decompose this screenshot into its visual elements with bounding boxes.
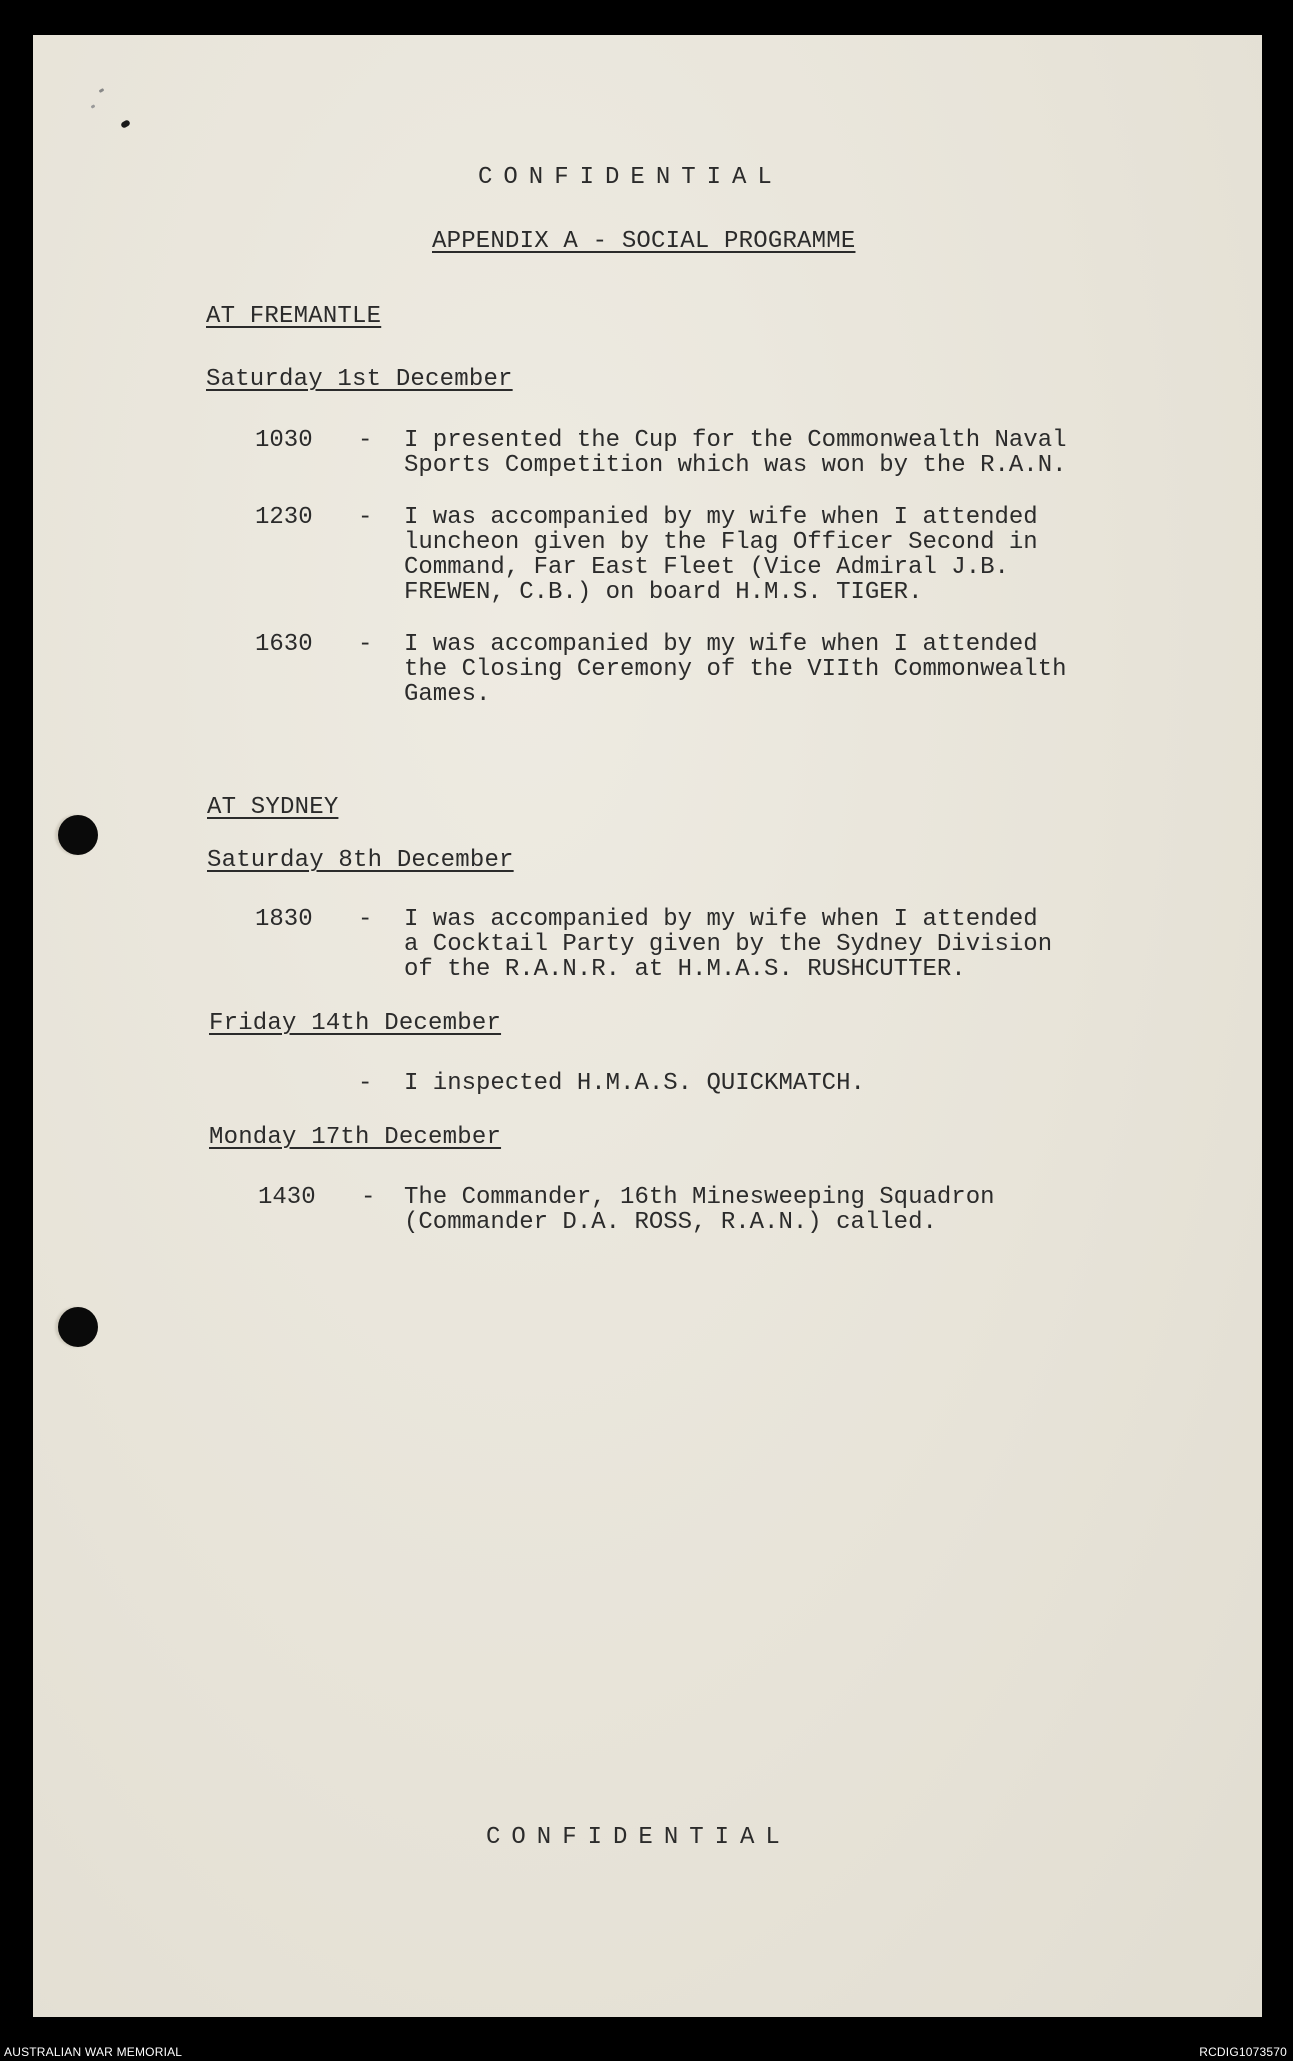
paper-tear-mark xyxy=(91,104,96,109)
entry-text-line: I was accompanied by my wife when I attended xyxy=(404,504,1038,531)
entry-time: 1430 xyxy=(258,1184,316,1211)
entry-text-line: a Cocktail Party given by the Sydney Division xyxy=(404,931,1053,958)
day-heading: Saturday 1st December xyxy=(206,366,513,393)
entry-text-line: Command, Far East Fleet (Vice Admiral J.B. xyxy=(404,554,1009,581)
section-heading-sydney: AT SYDNEY xyxy=(207,794,339,821)
day-heading: Monday 17th December xyxy=(209,1124,502,1151)
entry-text-line: the Closing Ceremony of the VIIth Commonwealth xyxy=(404,656,1067,683)
entry-text-line: The Commander, 16th Minesweeping Squadron xyxy=(404,1184,995,1211)
document-page xyxy=(33,35,1262,2017)
entry-time: 1030 xyxy=(255,427,313,454)
item-id-label: RCDIG1073570 xyxy=(1199,2045,1287,2059)
entry-dash: - xyxy=(358,427,373,454)
classification-header: CONFIDENTIAL xyxy=(478,164,783,191)
archive-name-label: AUSTRALIAN WAR MEMORIAL xyxy=(4,2045,183,2059)
entry-text-line: Games. xyxy=(404,681,491,708)
entry-time: 1830 xyxy=(255,906,313,933)
paper-tear-mark xyxy=(99,88,105,93)
entry-text-line: I inspected H.M.A.S. QUICKMATCH. xyxy=(404,1070,865,1097)
entry-dash: - xyxy=(358,906,373,933)
entry-time: 1230 xyxy=(255,504,313,531)
document-title: APPENDIX A - SOCIAL PROGRAMME xyxy=(432,228,856,255)
entry-text-line: of the R.A.N.R. at H.M.A.S. RUSHCUTTER. xyxy=(404,956,966,983)
entry-text-line: (Commander D.A. ROSS, R.A.N.) called. xyxy=(404,1209,937,1236)
entry-dash: - xyxy=(361,1184,376,1211)
day-heading: Saturday 8th December xyxy=(207,847,514,874)
paper-tear-mark xyxy=(120,119,131,129)
entry-dash: - xyxy=(358,504,373,531)
entry-text-line: I was accompanied by my wife when I attended xyxy=(404,906,1038,933)
entry-dash: - xyxy=(358,631,373,658)
entry-dash: - xyxy=(358,1070,373,1097)
section-heading-fremantle: AT FREMANTLE xyxy=(206,303,382,330)
entry-text-line: luncheon given by the Flag Officer Second in xyxy=(404,529,1038,556)
entry-text-line: Sports Competition which was won by the R.A.N. xyxy=(404,452,1067,479)
day-heading: Friday 14th December xyxy=(209,1010,502,1037)
entry-text-line: FREWEN, C.B.) on board H.M.S. TIGER. xyxy=(404,579,923,606)
entry-text-line: I was accompanied by my wife when I attended xyxy=(404,631,1038,658)
punch-hole xyxy=(58,815,98,855)
entry-time: 1630 xyxy=(255,631,313,658)
entry-text-line: I presented the Cup for the Commonwealth Naval xyxy=(404,427,1067,454)
punch-hole xyxy=(58,1307,98,1347)
classification-footer: CONFIDENTIAL xyxy=(486,1824,791,1851)
